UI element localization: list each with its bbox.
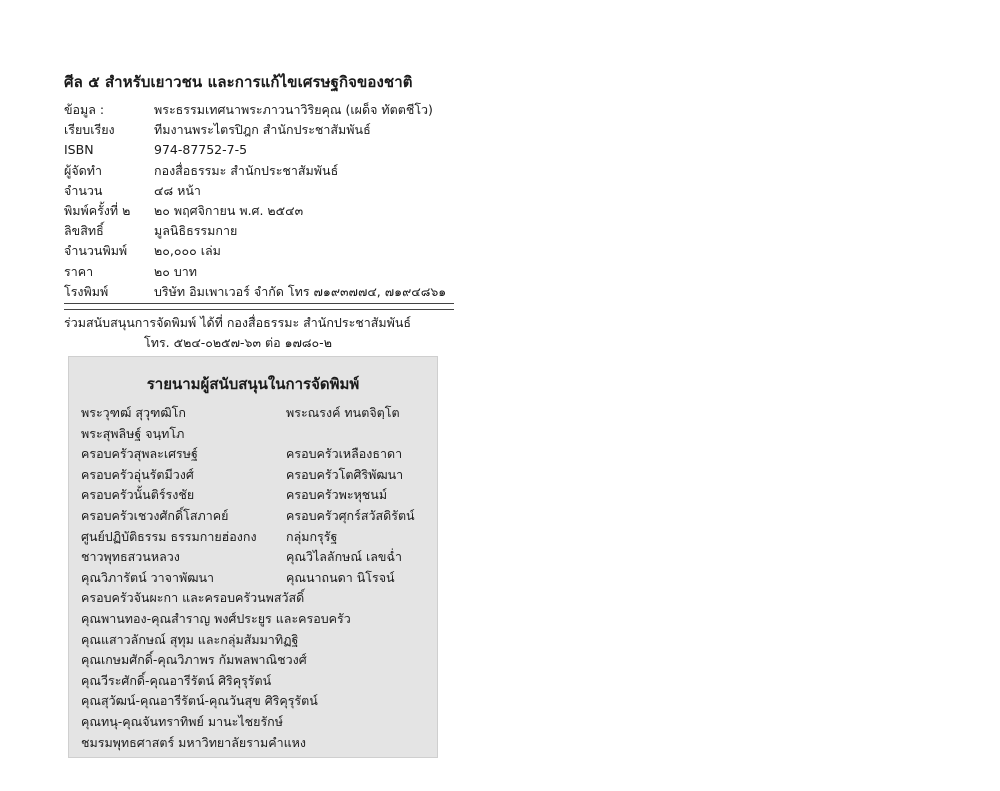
info-value: พระธรรมเทศนาพระภาวนาวิริยคุณ (เผด็จ ทัตตชีโว) bbox=[154, 102, 433, 117]
sponsor-row bbox=[81, 444, 431, 465]
sponsor-name: คุณวีระศักดิ์-คุณอารีรัตน์ ศิริคุรุรัตน์ bbox=[81, 672, 272, 688]
info-label: ข้อมูล : bbox=[64, 102, 105, 117]
sponsor-name: ศูนย์ปฏิบัติธรรม ธรรมกายฮ่องกง bbox=[81, 528, 257, 544]
sponsor-name: ครอบครัวศุกร์สวัสดิรัตน์ bbox=[286, 507, 415, 523]
info-row bbox=[64, 120, 464, 140]
info-label: ผู้จัดทำ bbox=[64, 162, 103, 178]
sponsor-row bbox=[81, 485, 431, 506]
sponsor-row bbox=[81, 547, 431, 568]
sponsor-row bbox=[81, 712, 431, 733]
sponsor-row bbox=[81, 506, 431, 527]
sponsor-name: พระวุฑฒ์ สุวุฑฒิโก bbox=[81, 405, 186, 420]
contact-phone: โทร. ๕๒๔-๐๒๕๗-๖๓ ต่อ ๑๗๘๐-๒ bbox=[144, 335, 332, 350]
info-value: 974-87752-7-5 bbox=[154, 142, 248, 158]
sponsor-list bbox=[81, 403, 431, 753]
info-row bbox=[64, 161, 464, 181]
info-row bbox=[64, 140, 464, 160]
sponsor-name: ครอบครัวพะหุชนม์ bbox=[286, 487, 388, 503]
publication-info bbox=[64, 100, 464, 302]
sponsor-row bbox=[81, 609, 431, 630]
sponsor-name: คุณนาถนดา นิโรจน์ bbox=[286, 569, 395, 585]
sponsor-row bbox=[81, 527, 431, 548]
contact-line: ร่วมสนับสนุนการจัดพิมพ์ ได้ที่ กองสื่อธรรมะ สำนักประชาสัมพันธ์ bbox=[64, 315, 412, 330]
sponsor-title: รายนามผู้สนับสนุนในการจัดพิมพ์ bbox=[146, 375, 360, 393]
divider bbox=[64, 309, 454, 310]
info-label: ราคา bbox=[64, 263, 94, 279]
info-value: มูลนิธิธรรมกาย bbox=[154, 223, 238, 239]
sponsor-name: คุณวิภารัตน์ วาจาพัฒนา bbox=[81, 569, 215, 585]
sponsor-name: คุณสุวัฒน์-คุณอารีรัตน์-คุณวันสุข ศิริคุรุรัตน์ bbox=[81, 693, 318, 709]
info-value: ๒๐ บาท bbox=[154, 263, 198, 279]
sponsor-row bbox=[81, 568, 431, 589]
info-row bbox=[64, 201, 464, 221]
sponsor-name: คุณวิไลลักษณ์ เลขฉ่ำ bbox=[286, 549, 402, 565]
info-label: จำนวนพิมพ์ bbox=[64, 243, 128, 259]
sponsor-name: ครอบครัวสุพละเศรษฐ์ bbox=[81, 446, 198, 462]
sponsor-name: ชาวพุทธสวนหลวง bbox=[81, 549, 180, 565]
sponsor-row bbox=[81, 588, 431, 609]
info-label: ISBN bbox=[64, 142, 94, 158]
sponsor-name: ครอบครัวโตศิริพัฒนา bbox=[286, 466, 404, 482]
info-row bbox=[64, 241, 464, 261]
info-value: ๒๐ พฤศจิกายน พ.ศ. ๒๕๔๓ bbox=[154, 202, 304, 218]
document-title: ศีล ๕ สำหรับเยาวชน และการแก้ไขเศรษฐกิจของชาติ bbox=[64, 73, 413, 91]
info-value: ๔๘ หน้า bbox=[154, 182, 201, 198]
divider bbox=[64, 303, 454, 304]
sponsor-row bbox=[81, 403, 431, 424]
sponsor-row bbox=[81, 424, 431, 445]
sponsor-name: ครอบครัวจันผะกา และครอบครัวนพสวัสดิ์ bbox=[81, 590, 305, 606]
info-value: ทีมงานพระไตรปิฎก สำนักประชาสัมพันธ์ bbox=[154, 122, 371, 138]
sponsor-row bbox=[81, 671, 431, 692]
sponsor-row bbox=[81, 691, 431, 712]
info-row bbox=[64, 221, 464, 241]
info-row bbox=[64, 181, 464, 201]
info-label: โรงพิมพ์ bbox=[64, 283, 109, 299]
sponsor-name: กลุ่มกรุรัฐ bbox=[286, 528, 338, 544]
info-row bbox=[64, 100, 464, 120]
sponsor-name: ชมรมพุทธศาสตร์ มหาวิทยาลัยรามคำแหง bbox=[81, 734, 307, 750]
sponsor-row bbox=[81, 650, 431, 671]
info-value: กองสื่อธรรมะ สำนักประชาสัมพันธ์ bbox=[154, 162, 339, 178]
info-value: ๒๐,๐๐๐ เล่ม bbox=[154, 243, 221, 259]
sponsor-row bbox=[81, 465, 431, 486]
info-label: ลิขสิทธิ์ bbox=[64, 223, 104, 239]
sponsor-row bbox=[81, 733, 431, 754]
sponsor-name: คุณแสาวลักษณ์ สุทุม และกลุ่มสัมมาทิฏฐิ bbox=[81, 631, 299, 647]
sponsor-name: คุณทนุ-คุณจันทราทิพย์ มานะไชยรักษ์ bbox=[81, 713, 283, 729]
info-row bbox=[64, 262, 464, 282]
info-label: จำนวน bbox=[64, 182, 103, 198]
info-label: เรียบเรียง bbox=[64, 122, 115, 138]
sponsor-name: พระณรงค์ ทนตจิตฺโต bbox=[286, 405, 400, 420]
sponsor-row bbox=[81, 630, 431, 651]
sponsor-name: พระสุพลิษฐ์ จนฺทโภ bbox=[81, 425, 185, 441]
info-row bbox=[64, 282, 464, 302]
sponsor-name: ครอบครัวนั้นติร์รงชัย bbox=[81, 487, 195, 503]
info-label: พิมพ์ครั้งที่ ๒ bbox=[64, 202, 131, 218]
sponsor-name: ครอบครัวเหลืองธาดา bbox=[286, 446, 403, 462]
sponsor-name: ครอบครัวอุ่นรัตมีวงศ์ bbox=[81, 466, 194, 482]
contact-info bbox=[64, 313, 464, 353]
sponsor-box bbox=[68, 356, 438, 758]
sponsor-name: คุณพานทอง-คุณสำราญ พงศ์ประยูร และครอบครัว bbox=[81, 610, 351, 626]
sponsor-name: คุณเกษมศักดิ์-คุณวิภาพร กัมพลพาณิชวงศ์ bbox=[81, 652, 307, 668]
info-value: บริษัท อิมเพาเวอร์ จำกัด โทร ๗๑๙๓๗๗๔, ๗๑๙๔๘๖๑ bbox=[154, 283, 447, 299]
sponsor-name: ครอบครัวเชวงศักดิ์โสภาคย์ bbox=[81, 507, 229, 523]
